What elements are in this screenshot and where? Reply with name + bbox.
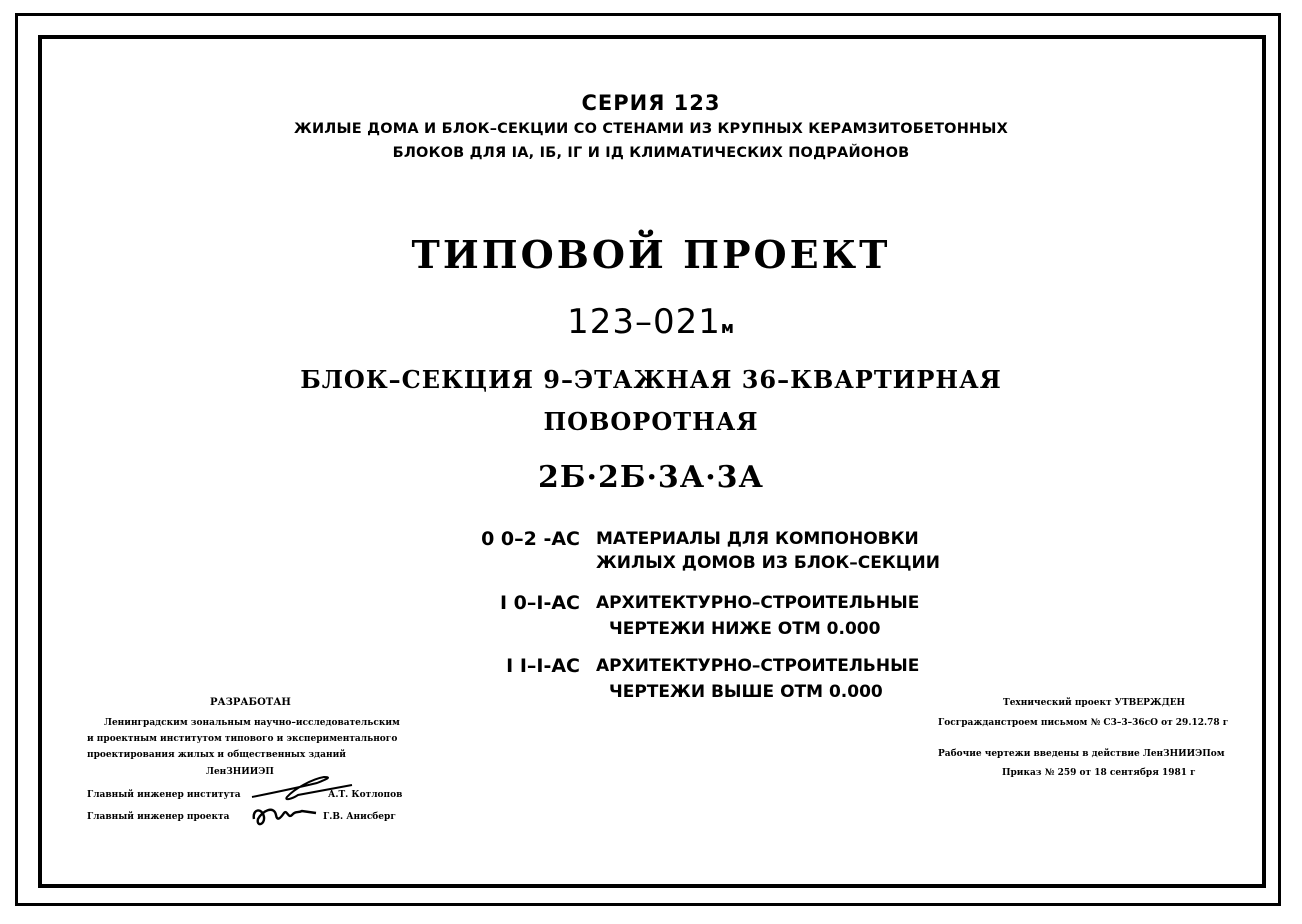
album-item xyxy=(0,592,1302,642)
developed-line1: Ленинградским зональным научно–исследовательским xyxy=(104,718,400,728)
approved-line2: Госгражданстроем письмом № С3–3–36сО от 29.12.78 г xyxy=(938,718,1229,728)
project-code-suffix: м xyxy=(720,318,735,337)
developed-line3: проектирования жилых и общественных зданий xyxy=(87,750,346,760)
album-title-line1: МАТЕРИАЛЫ ДЛЯ КОМПОНОВКИ xyxy=(596,529,919,549)
chief-engineer-project-label: Главный инженер проекта xyxy=(87,812,230,822)
album-item xyxy=(0,528,1302,578)
handwritten-signatures xyxy=(232,775,362,835)
album-code: I I–I-АС xyxy=(506,655,580,677)
developed-heading: РАЗРАБОТАН xyxy=(210,697,291,708)
album-title-line2: ЧЕРТЕЖИ НИЖЕ ОТМ 0.000 xyxy=(609,619,881,639)
section-description-line1: БЛОК–СЕКЦИЯ 9–ЭТАЖНАЯ 36–КВАРТИРНАЯ xyxy=(300,365,1002,394)
album-title-line1: АРХИТЕКТУРНО–СТРОИТЕЛЬНЫЕ xyxy=(596,656,920,676)
chief-engineer-institute-label: Главный инженер института xyxy=(87,790,241,800)
series-description-line1: ЖИЛЫЕ ДОМА И БЛОК–СЕКЦИИ СО СТЕНАМИ ИЗ КРУПНЫХ КЕРАМЗИТОБЕТОННЫХ xyxy=(294,121,1008,137)
section-description-line2: ПОВОРОТНАЯ xyxy=(543,407,759,436)
chief-engineer-project-name: Г.В. Анисберг xyxy=(323,812,396,822)
approved-line3: Рабочие чертежи введены в действие ЛенЗНИИЭПом xyxy=(938,749,1225,759)
project-code-number: 123–021 xyxy=(567,302,721,342)
approved-line4: Приказ № 259 от 18 сентября 1981 г xyxy=(1002,768,1196,778)
chief-engineer-institute-name: А.Т. Котлопов xyxy=(328,790,403,800)
album-title-line1: АРХИТЕКТУРНО–СТРОИТЕЛЬНЫЕ xyxy=(596,593,920,613)
developed-org: ЛенЗНИИЭП xyxy=(206,767,274,777)
album-code: 0 0–2 -АС xyxy=(481,528,580,550)
series-description-line2: БЛОКОВ ДЛЯ IА, IБ, IГ И IД КЛИМАТИЧЕСКИХ ПОДРАЙОНОВ xyxy=(392,145,910,161)
approved-line1: Технический проект УТВЕРЖДЕН xyxy=(1003,698,1186,708)
series-title: СЕРИЯ 123 xyxy=(581,91,721,115)
project-title: ТИПОВОЙ ПРОЕКТ xyxy=(411,232,891,277)
project-code xyxy=(0,302,1302,342)
album-title-line2: ЧЕРТЕЖИ ВЫШЕ ОТМ 0.000 xyxy=(609,682,883,702)
section-code: 2Б·2Б·3А·3А xyxy=(538,460,764,495)
album-title-line2: ЖИЛЫХ ДОМОВ ИЗ БЛОК–СЕКЦИИ xyxy=(596,553,940,573)
developed-line2: и проектным институтом типового и экспериментального xyxy=(87,734,398,744)
album-code: I 0–I-АС xyxy=(499,592,580,614)
